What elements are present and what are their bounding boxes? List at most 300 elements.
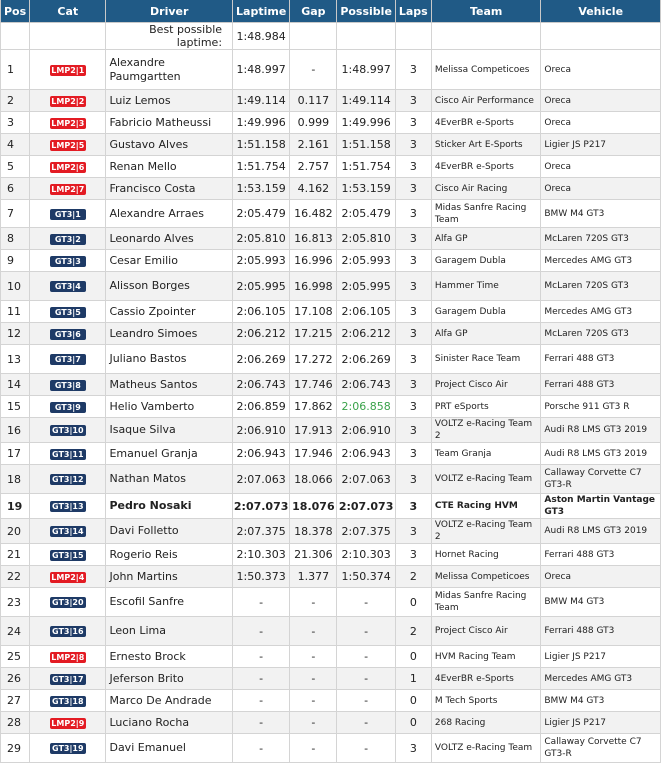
row-laptime: 2:06.743 — [233, 374, 290, 396]
row-laptime: 2:06.859 — [233, 396, 290, 418]
row-cat — [30, 112, 106, 134]
row-vehicle: Porsche 911 GT3 R — [541, 396, 661, 418]
row-laptime: - — [233, 646, 290, 668]
row-cat — [30, 566, 106, 588]
row-possible: 1:51.754 — [337, 156, 395, 178]
row-category-badge: GT3|3 — [50, 256, 86, 267]
row-laps: 3 — [395, 443, 431, 465]
row-category-badge: GT3|16 — [50, 626, 86, 637]
row-laps: 3 — [395, 345, 431, 374]
row-pos: 9 — [1, 250, 30, 272]
table-row[interactable] — [1, 494, 661, 519]
row-possible: 1:49.996 — [337, 112, 395, 134]
column-header-cat[interactable]: Cat — [30, 0, 106, 23]
row-gap: 18.076 — [290, 494, 337, 519]
table-row[interactable] — [1, 250, 661, 272]
row-laptime: 1:49.114 — [233, 90, 290, 112]
row-category-badge: LMP2|7 — [51, 184, 85, 194]
row-pos: 23 — [1, 588, 30, 617]
row-possible: 2:05.810 — [337, 228, 395, 250]
results-body — [1, 23, 661, 763]
row-gap: 4.162 — [290, 178, 337, 200]
row-possible: - — [337, 646, 395, 668]
row-cat — [30, 494, 106, 519]
best-possible-blank — [30, 23, 106, 50]
row-possible: - — [337, 617, 395, 646]
row-cat — [30, 544, 106, 566]
row-category-badge: GT3|8 — [50, 380, 86, 391]
row-laps: 3 — [395, 178, 431, 200]
row-category-badge: LMP2|9 — [51, 718, 85, 728]
table-row[interactable] — [1, 668, 661, 690]
row-possible: - — [337, 668, 395, 690]
row-possible: - — [337, 734, 395, 763]
row-driver: Isaque Silva — [106, 418, 233, 443]
row-category-badge: GT3|19 — [50, 743, 86, 754]
row-cat — [30, 519, 106, 544]
row-gap: 17.746 — [290, 374, 337, 396]
row-possible: - — [337, 690, 395, 712]
row-vehicle: Aston Martin Vantage GT3 — [541, 494, 661, 519]
row-cat — [30, 228, 106, 250]
row-laps: 3 — [395, 50, 431, 90]
row-pos: 10 — [1, 272, 30, 301]
row-laps: 3 — [395, 323, 431, 345]
row-vehicle: McLaren 720S GT3 — [541, 272, 661, 301]
row-pos: 29 — [1, 734, 30, 763]
row-team: VOLTZ e-Racing Team — [431, 734, 540, 763]
row-category-badge: LMP2|2 — [51, 96, 85, 106]
best-possible-blank — [541, 23, 661, 50]
row-driver: Alexandre Paumgartten — [106, 50, 233, 90]
row-driver: Ernesto Brock — [106, 646, 233, 668]
row-vehicle: Audi R8 LMS GT3 2019 — [541, 443, 661, 465]
row-gap: - — [290, 617, 337, 646]
row-cat — [30, 250, 106, 272]
row-driver: Emanuel Granja — [106, 443, 233, 465]
row-team: Hammer Time — [431, 272, 540, 301]
row-possible: - — [337, 712, 395, 734]
row-cat — [30, 345, 106, 374]
row-vehicle: Ferrari 488 GT3 — [541, 544, 661, 566]
results-header — [1, 0, 661, 23]
row-laptime: 2:07.073 — [233, 494, 290, 519]
row-possible: 2:05.993 — [337, 250, 395, 272]
best-possible-blank — [290, 23, 337, 50]
table-row[interactable] — [1, 712, 661, 734]
table-row[interactable] — [1, 178, 661, 200]
row-category-badge: GT3|11 — [50, 449, 86, 460]
row-driver: Gustavo Alves — [106, 134, 233, 156]
row-possible: 1:48.997 — [337, 50, 395, 90]
row-laps: 3 — [395, 272, 431, 301]
row-cat — [30, 272, 106, 301]
row-pos: 7 — [1, 200, 30, 228]
row-gap: 16.482 — [290, 200, 337, 228]
table-row[interactable] — [1, 50, 661, 90]
row-possible: 2:05.995 — [337, 272, 395, 301]
row-laps: 3 — [395, 134, 431, 156]
row-driver: Renan Mello — [106, 156, 233, 178]
row-pos: 17 — [1, 443, 30, 465]
row-vehicle: Oreca — [541, 50, 661, 90]
row-team: Midas Sanfre Racing Team — [431, 588, 540, 617]
row-category-badge: GT3|17 — [50, 674, 86, 685]
row-cat — [30, 50, 106, 90]
row-possible: 2:06.743 — [337, 374, 395, 396]
row-laps: 0 — [395, 646, 431, 668]
row-pos: 26 — [1, 668, 30, 690]
row-team: Midas Sanfre Racing Team — [431, 200, 540, 228]
row-laptime: 2:07.375 — [233, 519, 290, 544]
table-row[interactable] — [1, 228, 661, 250]
table-row[interactable] — [1, 396, 661, 418]
row-laps: 2 — [395, 566, 431, 588]
row-laps: 3 — [395, 494, 431, 519]
row-driver: Leandro Simoes — [106, 323, 233, 345]
row-vehicle: McLaren 720S GT3 — [541, 323, 661, 345]
row-vehicle: Oreca — [541, 90, 661, 112]
row-laptime: 2:06.910 — [233, 418, 290, 443]
row-category-badge: GT3|5 — [50, 307, 86, 318]
row-team: Team Granja — [431, 443, 540, 465]
row-laptime: - — [233, 617, 290, 646]
row-driver: Nathan Matos — [106, 465, 233, 494]
row-gap: 17.913 — [290, 418, 337, 443]
row-laps: 3 — [395, 200, 431, 228]
row-laps: 0 — [395, 712, 431, 734]
row-driver: Davi Folletto — [106, 519, 233, 544]
row-driver: Escofil Sanfre — [106, 588, 233, 617]
row-driver: Leonardo Alves — [106, 228, 233, 250]
row-pos: 15 — [1, 396, 30, 418]
row-laptime: 2:05.479 — [233, 200, 290, 228]
row-gap: - — [290, 646, 337, 668]
row-laptime: 2:06.269 — [233, 345, 290, 374]
row-pos: 16 — [1, 418, 30, 443]
row-laptime: 2:06.943 — [233, 443, 290, 465]
row-vehicle: Oreca — [541, 112, 661, 134]
row-laptime: 2:05.993 — [233, 250, 290, 272]
row-vehicle: BMW M4 GT3 — [541, 588, 661, 617]
row-pos: 11 — [1, 301, 30, 323]
row-cat — [30, 646, 106, 668]
row-team: Melissa Competicoes — [431, 566, 540, 588]
row-gap: 21.306 — [290, 544, 337, 566]
table-row[interactable] — [1, 374, 661, 396]
column-header-possible[interactable]: Possible — [337, 0, 395, 23]
row-driver: Cassio Zpointer — [106, 301, 233, 323]
row-category-badge: LMP2|3 — [51, 118, 85, 128]
row-category-badge: GT3|12 — [50, 474, 86, 485]
column-header-team[interactable]: Team — [431, 0, 540, 23]
row-vehicle: Ligier JS P217 — [541, 646, 661, 668]
row-driver: Davi Emanuel — [106, 734, 233, 763]
row-pos: 21 — [1, 544, 30, 566]
table-row[interactable] — [1, 156, 661, 178]
column-header-laptime[interactable]: Laptime — [233, 0, 290, 23]
row-team: Cisco Air Performance — [431, 90, 540, 112]
row-team: VOLTZ e-Racing Team 2 — [431, 519, 540, 544]
row-team: Garagem Dubla — [431, 250, 540, 272]
row-laps: 3 — [395, 156, 431, 178]
row-laps: 3 — [395, 301, 431, 323]
row-category-badge: GT3|1 — [50, 209, 86, 220]
row-gap: 2.757 — [290, 156, 337, 178]
row-gap: - — [290, 712, 337, 734]
row-laps: 3 — [395, 544, 431, 566]
row-vehicle: Oreca — [541, 178, 661, 200]
table-row[interactable] — [1, 90, 661, 112]
row-team: Project Cisco Air — [431, 374, 540, 396]
row-driver: John Martins — [106, 566, 233, 588]
row-laps: 3 — [395, 374, 431, 396]
row-cat — [30, 617, 106, 646]
row-pos: 4 — [1, 134, 30, 156]
row-gap: - — [290, 588, 337, 617]
row-gap: 17.272 — [290, 345, 337, 374]
row-team: 268 Racing — [431, 712, 540, 734]
row-laps: 3 — [395, 519, 431, 544]
row-cat — [30, 690, 106, 712]
best-possible-blank — [337, 23, 395, 50]
row-team: Cisco Air Racing — [431, 178, 540, 200]
row-cat — [30, 418, 106, 443]
row-gap: 16.998 — [290, 272, 337, 301]
row-team: Garagem Dubla — [431, 301, 540, 323]
row-category-badge: GT3|9 — [50, 402, 86, 413]
row-gap: 17.862 — [290, 396, 337, 418]
row-laptime: - — [233, 668, 290, 690]
row-driver: Pedro Nosaki — [106, 494, 233, 519]
row-vehicle: Ferrari 488 GT3 — [541, 617, 661, 646]
row-pos: 3 — [1, 112, 30, 134]
row-team: M Tech Sports — [431, 690, 540, 712]
row-category-badge: GT3|13 — [50, 501, 86, 512]
row-driver: Matheus Santos — [106, 374, 233, 396]
row-possible: 2:07.063 — [337, 465, 395, 494]
row-laps: 0 — [395, 588, 431, 617]
column-header-vehicle[interactable]: Vehicle — [541, 0, 661, 23]
row-team: Alfa GP — [431, 323, 540, 345]
row-laps: 1 — [395, 668, 431, 690]
table-row[interactable] — [1, 345, 661, 374]
row-pos: 24 — [1, 617, 30, 646]
row-pos: 13 — [1, 345, 30, 374]
row-driver: Marco De Andrade — [106, 690, 233, 712]
table-row[interactable] — [1, 323, 661, 345]
row-driver: Cesar Emilio — [106, 250, 233, 272]
table-row[interactable] — [1, 734, 661, 763]
row-laptime: 2:07.063 — [233, 465, 290, 494]
row-possible: 1:53.159 — [337, 178, 395, 200]
table-row[interactable] — [1, 646, 661, 668]
row-pos: 6 — [1, 178, 30, 200]
row-possible: 2:10.303 — [337, 544, 395, 566]
row-cat — [30, 323, 106, 345]
row-laptime: 1:50.373 — [233, 566, 290, 588]
row-team: CTE Racing HVM — [431, 494, 540, 519]
row-driver: Jeferson Brito — [106, 668, 233, 690]
row-laps: 0 — [395, 690, 431, 712]
row-driver: Luciano Rocha — [106, 712, 233, 734]
row-category-badge: LMP2|5 — [51, 140, 85, 150]
row-possible: 2:07.073 — [337, 494, 395, 519]
row-vehicle: BMW M4 GT3 — [541, 200, 661, 228]
row-category-badge: GT3|15 — [50, 550, 86, 561]
row-team: VOLTZ e-Racing Team 2 — [431, 418, 540, 443]
row-pos: 20 — [1, 519, 30, 544]
table-row[interactable] — [1, 544, 661, 566]
row-gap: - — [290, 734, 337, 763]
table-row[interactable] — [1, 272, 661, 301]
table-row[interactable] — [1, 418, 661, 443]
row-category-badge: LMP2|4 — [51, 572, 85, 582]
row-gap: 0.999 — [290, 112, 337, 134]
row-vehicle: Mercedes AMG GT3 — [541, 301, 661, 323]
row-vehicle: Mercedes AMG GT3 — [541, 250, 661, 272]
row-team: VOLTZ e-Racing Team — [431, 465, 540, 494]
table-row[interactable] — [1, 465, 661, 494]
row-team: Hornet Racing — [431, 544, 540, 566]
table-row[interactable] — [1, 566, 661, 588]
row-gap: 16.996 — [290, 250, 337, 272]
row-category-badge: GT3|7 — [50, 354, 86, 365]
row-possible: 2:06.943 — [337, 443, 395, 465]
row-possible: 2:06.858 — [337, 396, 395, 418]
row-possible: 2:05.479 — [337, 200, 395, 228]
table-row[interactable] — [1, 443, 661, 465]
row-team: 4EverBR e-Sports — [431, 156, 540, 178]
row-gap: 17.108 — [290, 301, 337, 323]
row-category-badge: GT3|6 — [50, 329, 86, 340]
best-possible-row — [1, 23, 661, 50]
row-cat — [30, 588, 106, 617]
row-vehicle: BMW M4 GT3 — [541, 690, 661, 712]
row-laps: 3 — [395, 112, 431, 134]
row-cat — [30, 374, 106, 396]
row-possible: 2:06.105 — [337, 301, 395, 323]
row-pos: 14 — [1, 374, 30, 396]
row-laptime: 2:06.105 — [233, 301, 290, 323]
row-team: 4EverBR e-Sports — [431, 668, 540, 690]
row-possible: 1:51.158 — [337, 134, 395, 156]
row-laptime: 2:05.995 — [233, 272, 290, 301]
row-laptime: - — [233, 712, 290, 734]
row-team: 4EverBR e-Sports — [431, 112, 540, 134]
row-possible: 2:07.375 — [337, 519, 395, 544]
row-gap: 16.813 — [290, 228, 337, 250]
table-row[interactable] — [1, 690, 661, 712]
row-gap: 2.161 — [290, 134, 337, 156]
row-cat — [30, 734, 106, 763]
row-laptime: 1:53.159 — [233, 178, 290, 200]
best-possible-label: Best possible laptime: — [106, 23, 233, 50]
table-row[interactable] — [1, 301, 661, 323]
row-gap: 1.377 — [290, 566, 337, 588]
row-team: Melissa Competicoes — [431, 50, 540, 90]
row-vehicle: Audi R8 LMS GT3 2019 — [541, 418, 661, 443]
row-team: Sinister Race Team — [431, 345, 540, 374]
row-pos: 12 — [1, 323, 30, 345]
row-laps: 3 — [395, 396, 431, 418]
row-laps: 3 — [395, 734, 431, 763]
row-team: Sticker Art E-Sports — [431, 134, 540, 156]
column-header-laps[interactable]: Laps — [395, 0, 431, 23]
row-laptime: 1:49.996 — [233, 112, 290, 134]
row-category-badge: GT3|18 — [50, 696, 86, 707]
table-row[interactable] — [1, 134, 661, 156]
row-vehicle: Callaway Corvette C7 GT3-R — [541, 734, 661, 763]
row-cat — [30, 465, 106, 494]
column-header-driver[interactable]: Driver — [106, 0, 233, 23]
row-laptime: 2:05.810 — [233, 228, 290, 250]
row-possible: 2:06.910 — [337, 418, 395, 443]
row-category-badge: GT3|10 — [50, 425, 86, 436]
row-gap: - — [290, 690, 337, 712]
row-driver: Francisco Costa — [106, 178, 233, 200]
row-cat — [30, 156, 106, 178]
row-cat — [30, 90, 106, 112]
row-vehicle: Callaway Corvette C7 GT3-R — [541, 465, 661, 494]
table-row[interactable] — [1, 588, 661, 617]
row-gap: 17.946 — [290, 443, 337, 465]
row-vehicle: Oreca — [541, 566, 661, 588]
row-laps: 3 — [395, 418, 431, 443]
column-header-pos[interactable]: Pos — [1, 0, 30, 23]
row-team: PRT eSports — [431, 396, 540, 418]
row-vehicle: Ligier JS P217 — [541, 134, 661, 156]
row-category-badge: GT3|2 — [50, 234, 86, 245]
row-laptime: 1:51.754 — [233, 156, 290, 178]
row-laptime: - — [233, 734, 290, 763]
row-possible: - — [337, 588, 395, 617]
row-pos: 2 — [1, 90, 30, 112]
table-row[interactable] — [1, 519, 661, 544]
row-pos: 28 — [1, 712, 30, 734]
row-gap: - — [290, 668, 337, 690]
row-driver: Leon Lima — [106, 617, 233, 646]
row-laps: 3 — [395, 228, 431, 250]
best-possible-blank — [1, 23, 30, 50]
best-possible-blank — [395, 23, 431, 50]
row-pos: 1 — [1, 50, 30, 90]
row-cat — [30, 396, 106, 418]
row-cat — [30, 443, 106, 465]
row-driver: Rogerio Reis — [106, 544, 233, 566]
row-cat — [30, 668, 106, 690]
row-laptime: 1:51.158 — [233, 134, 290, 156]
row-pos: 22 — [1, 566, 30, 588]
row-team: Project Cisco Air — [431, 617, 540, 646]
table-row[interactable] — [1, 617, 661, 646]
column-header-gap[interactable]: Gap — [290, 0, 337, 23]
row-driver: Fabricio Matheussi — [106, 112, 233, 134]
table-row[interactable] — [1, 112, 661, 134]
row-gap: 0.117 — [290, 90, 337, 112]
table-row[interactable] — [1, 200, 661, 228]
row-pos: 5 — [1, 156, 30, 178]
row-pos: 18 — [1, 465, 30, 494]
row-laptime: 2:10.303 — [233, 544, 290, 566]
row-gap: 18.066 — [290, 465, 337, 494]
row-cat — [30, 178, 106, 200]
best-possible-blank — [431, 23, 540, 50]
row-category-badge: GT3|20 — [50, 597, 86, 608]
row-laptime: - — [233, 588, 290, 617]
row-laps: 3 — [395, 465, 431, 494]
row-team: Alfa GP — [431, 228, 540, 250]
